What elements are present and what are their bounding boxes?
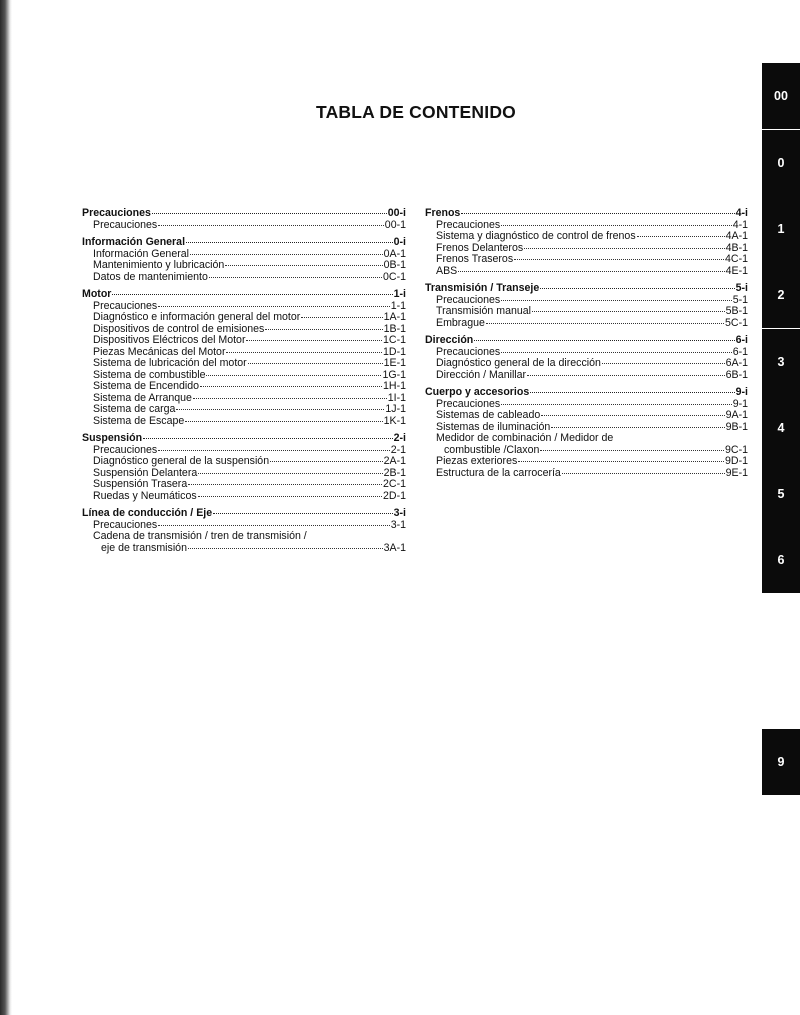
dot-leader <box>524 248 724 249</box>
entry-label: Suspensión Trasera <box>93 478 188 490</box>
entry-label: Precauciones <box>93 518 158 531</box>
section-tab-label: 00 <box>774 89 788 103</box>
section-title: Dirección <box>425 334 474 346</box>
toc-entry[interactable] <box>425 231 748 243</box>
dot-leader <box>501 225 731 226</box>
toc-entry[interactable] <box>82 381 406 393</box>
toc-entry[interactable] <box>425 358 748 370</box>
dot-leader <box>185 421 382 422</box>
section-tab-00[interactable] <box>762 63 800 129</box>
toc-section <box>82 208 406 231</box>
page-number: 9-i <box>735 386 748 398</box>
entry-label: Sistema de Encendido <box>93 380 200 392</box>
toc-section <box>82 289 406 427</box>
entry-label: Precauciones <box>93 218 158 231</box>
entry-label: Diagnóstico general de la suspensión <box>93 455 270 467</box>
page-number: 2D-1 <box>383 489 406 502</box>
entry-label: Medidor de combinación / Medidor de <box>436 432 614 444</box>
entry-label: eje de transmisión <box>101 541 187 554</box>
dot-leader <box>206 375 381 376</box>
toc-section-heading[interactable] <box>82 237 406 249</box>
page-number: 1C-1 <box>383 334 406 346</box>
page-number: 4B-1 <box>725 241 748 254</box>
section-title: Motor <box>82 288 112 300</box>
dot-leader <box>225 265 382 266</box>
dot-leader <box>158 225 384 226</box>
entry-label: Frenos Traseros <box>436 253 514 265</box>
toc-entry[interactable] <box>82 312 406 324</box>
entry-label: Embrague <box>436 316 485 329</box>
page-number: 1G-1 <box>382 368 406 381</box>
toc-section-heading[interactable] <box>82 508 406 520</box>
page-number: 3-1 <box>390 518 406 531</box>
entry-label: Cadena de transmisión / tren de transmisión / <box>93 530 307 542</box>
dot-leader <box>265 329 382 330</box>
page-number: 5-i <box>735 282 748 294</box>
entry-label: Sistemas de cableado <box>436 409 541 421</box>
dot-leader <box>514 259 724 260</box>
entry-label: Datos de mantenimiento <box>93 270 208 283</box>
page-number: 00-1 <box>384 218 406 231</box>
page-title: TABLA DE CONTENIDO <box>316 102 516 122</box>
page-number: 1I-1 <box>387 391 406 404</box>
section-tab-label: 0 <box>777 156 785 170</box>
entry-label: Sistemas de iluminación <box>436 420 551 433</box>
section-tab-0[interactable] <box>762 130 800 196</box>
toc-section-heading[interactable] <box>82 289 406 301</box>
dot-leader <box>541 415 724 416</box>
dot-leader <box>637 236 725 237</box>
page-number: 1A-1 <box>383 311 406 323</box>
toc-section <box>425 283 748 329</box>
page-number: 9-1 <box>732 397 748 410</box>
page-number: 6-i <box>735 334 748 346</box>
dot-leader <box>540 450 724 451</box>
dot-leader <box>458 271 724 272</box>
toc-section <box>82 508 406 554</box>
section-title: Información General <box>82 236 186 248</box>
page-number: 9B-1 <box>725 420 748 433</box>
page-number: 4A-1 <box>725 230 748 242</box>
entry-label: Sistema de Escape <box>93 414 185 427</box>
section-title: Suspensión <box>82 432 143 444</box>
dot-leader <box>176 409 384 410</box>
toc-entry[interactable] <box>82 456 406 468</box>
entry-label: Frenos Delanteros <box>436 241 524 254</box>
toc-entry[interactable] <box>82 543 406 555</box>
entry-label: Precauciones <box>436 293 501 306</box>
toc-section-heading[interactable] <box>82 433 406 445</box>
dot-leader <box>193 398 387 399</box>
section-title: Línea de conducción / Eje <box>82 507 213 519</box>
entry-label: Precauciones <box>436 345 501 358</box>
dot-leader <box>501 352 731 353</box>
section-tab-label: 2 <box>777 288 785 302</box>
page-number: 1-1 <box>390 299 406 312</box>
section-tab-1[interactable] <box>762 196 800 262</box>
dot-leader <box>530 392 734 393</box>
toc-entry[interactable] <box>425 254 748 266</box>
page-number: 2A-1 <box>383 455 406 467</box>
page-number: 9C-1 <box>725 443 748 456</box>
entry-label: Diagnóstico general de la dirección <box>436 357 601 369</box>
entry-label: Estructura de la carrocería <box>436 466 561 479</box>
entry-label: Sistema de lubricación del motor <box>93 357 247 369</box>
page-number: 1K-1 <box>383 414 406 427</box>
dot-leader <box>501 300 731 301</box>
page-number: 6B-1 <box>725 368 748 381</box>
page-number: 2B-1 <box>383 466 406 479</box>
dot-leader <box>209 277 382 278</box>
dot-leader <box>213 513 393 514</box>
toc-entry[interactable] <box>425 410 748 422</box>
dot-leader <box>198 473 382 474</box>
page-number: 6A-1 <box>725 357 748 369</box>
page-number: 1H-1 <box>383 380 406 392</box>
toc-entry-line1 <box>82 531 406 543</box>
toc-entry-line1 <box>425 433 748 445</box>
page-number: 5B-1 <box>725 305 748 317</box>
page-number: 5C-1 <box>725 316 748 329</box>
toc-section-heading[interactable] <box>425 283 748 295</box>
section-title: Frenos <box>425 207 461 219</box>
section-tab-2[interactable] <box>762 262 800 328</box>
dot-leader <box>143 438 393 439</box>
dot-leader <box>158 450 389 451</box>
dot-leader <box>188 548 383 549</box>
entry-label: Información General <box>93 247 189 260</box>
entry-label: Diagnóstico e información general del motor <box>93 311 301 323</box>
toc-entry[interactable] <box>425 456 748 468</box>
dot-leader <box>551 427 724 428</box>
section-tab-label: 5 <box>777 487 785 501</box>
entry-label: Sistema y diagnóstico de control de frenos <box>436 230 636 242</box>
toc-entry[interactable] <box>425 266 748 278</box>
dot-leader <box>200 386 382 387</box>
page-number: 1B-1 <box>383 322 406 335</box>
toc-section-heading[interactable] <box>82 208 406 220</box>
dot-leader <box>474 340 734 341</box>
toc-entry[interactable] <box>82 479 406 491</box>
page-number: 4-i <box>735 207 748 219</box>
dot-leader <box>486 323 724 324</box>
page-number: 2-1 <box>390 443 406 456</box>
dot-leader <box>461 213 734 214</box>
page-number: 1E-1 <box>383 357 406 369</box>
section-tab-label: 4 <box>777 421 785 435</box>
page-number: 3-i <box>393 507 406 519</box>
toc-entry[interactable] <box>82 335 406 347</box>
page-number: 3A-1 <box>383 541 406 554</box>
dot-leader <box>527 375 725 376</box>
toc-entry[interactable] <box>82 220 406 232</box>
dot-leader <box>190 254 383 255</box>
page-number: 0-i <box>393 236 406 248</box>
page-number: 00-i <box>387 207 406 219</box>
toc-entry[interactable] <box>425 370 748 382</box>
section-title: Precauciones <box>82 207 151 219</box>
toc-section <box>425 208 748 277</box>
entry-label: Sistema de carga <box>93 403 176 415</box>
entry-label: Dispositivos Eléctricos del Motor <box>93 334 246 346</box>
page-number: 1-i <box>393 288 406 300</box>
page-number: 4C-1 <box>725 253 748 265</box>
dot-leader <box>226 352 382 353</box>
page-number: 1J-1 <box>385 403 406 415</box>
dot-leader <box>188 484 382 485</box>
dot-leader <box>248 363 383 364</box>
entry-label: Sistema de combustible <box>93 368 206 381</box>
toc-section <box>82 433 406 502</box>
page-number: 0C-1 <box>383 270 406 283</box>
toc-entry[interactable] <box>82 358 406 370</box>
page-number: 9D-1 <box>725 455 748 467</box>
page-number: 9A-1 <box>725 409 748 421</box>
entry-label: Transmisión manual <box>436 305 531 317</box>
entry-label: Precauciones <box>93 443 158 456</box>
toc-section-heading[interactable] <box>425 387 748 399</box>
toc-section <box>425 335 748 381</box>
entry-label: Mantenimiento y lubricación <box>93 259 225 271</box>
dot-leader <box>540 288 734 289</box>
entry-label: Dispositivos de control de emisiones <box>93 322 265 335</box>
toc-entry[interactable] <box>82 491 406 503</box>
dot-leader <box>501 404 731 405</box>
toc-right-column <box>425 208 748 485</box>
entry-label: Precauciones <box>436 218 501 231</box>
section-tab-label: 9 <box>777 755 785 769</box>
toc-entry[interactable] <box>425 318 748 330</box>
toc-entry[interactable] <box>82 260 406 272</box>
toc-entry[interactable] <box>425 468 748 480</box>
toc-section <box>82 237 406 283</box>
toc-entry[interactable] <box>82 404 406 416</box>
page-number: 2-i <box>393 432 406 444</box>
page-number: 4-1 <box>732 218 748 231</box>
entry-label: Ruedas y Neumáticos <box>93 489 197 502</box>
entry-label: Suspensión Delantera <box>93 466 198 479</box>
page-number: 9E-1 <box>725 466 748 479</box>
section-tab-6[interactable] <box>762 527 800 593</box>
page-number: 0A-1 <box>383 247 406 260</box>
section-tab-4[interactable] <box>762 395 800 461</box>
entry-label: Piezas Mecánicas del Motor <box>93 345 226 358</box>
section-tab-label: 1 <box>777 222 785 236</box>
dot-leader <box>270 461 383 462</box>
toc-entry[interactable] <box>82 272 406 284</box>
entry-label: combustible /Claxon <box>444 443 540 456</box>
dot-leader <box>158 306 389 307</box>
dot-leader <box>246 340 382 341</box>
entry-label: Precauciones <box>436 397 501 410</box>
entry-label: Piezas exteriores <box>436 455 518 467</box>
section-tab-label: 3 <box>777 355 785 369</box>
page-number: 2C-1 <box>383 478 406 490</box>
toc-left-column <box>82 208 406 560</box>
dot-leader <box>518 461 724 462</box>
page-number: 6-1 <box>732 345 748 358</box>
section-tab-3[interactable] <box>762 329 800 395</box>
dot-leader <box>158 525 389 526</box>
section-title: Cuerpo y accesorios <box>425 386 530 398</box>
toc-entry[interactable] <box>425 306 748 318</box>
section-title: Transmisión / Transeje <box>425 282 540 294</box>
dot-leader <box>301 317 382 318</box>
page-number: 4E-1 <box>725 264 748 277</box>
dot-leader <box>198 496 382 497</box>
page-edge <box>0 0 12 1015</box>
page-number: 0B-1 <box>383 259 406 271</box>
toc-entry[interactable] <box>82 416 406 428</box>
section-tab-label: 6 <box>777 553 785 567</box>
dot-leader <box>152 213 387 214</box>
toc-section-heading[interactable] <box>425 335 748 347</box>
dot-leader <box>186 242 393 243</box>
page-number: 1D-1 <box>383 345 406 358</box>
dot-leader <box>602 363 725 364</box>
section-tab-9[interactable] <box>762 729 800 795</box>
entry-label: ABS <box>436 264 458 277</box>
toc-section-heading[interactable] <box>425 208 748 220</box>
entry-label: Sistema de Arranque <box>93 391 192 404</box>
dot-leader <box>562 473 725 474</box>
section-tab-5[interactable] <box>762 461 800 527</box>
entry-label: Precauciones <box>93 299 158 312</box>
dot-leader <box>532 311 725 312</box>
dot-leader <box>112 294 392 295</box>
toc-section <box>425 387 748 479</box>
page-number: 5-1 <box>732 293 748 306</box>
entry-label: Dirección / Manillar <box>436 368 527 381</box>
